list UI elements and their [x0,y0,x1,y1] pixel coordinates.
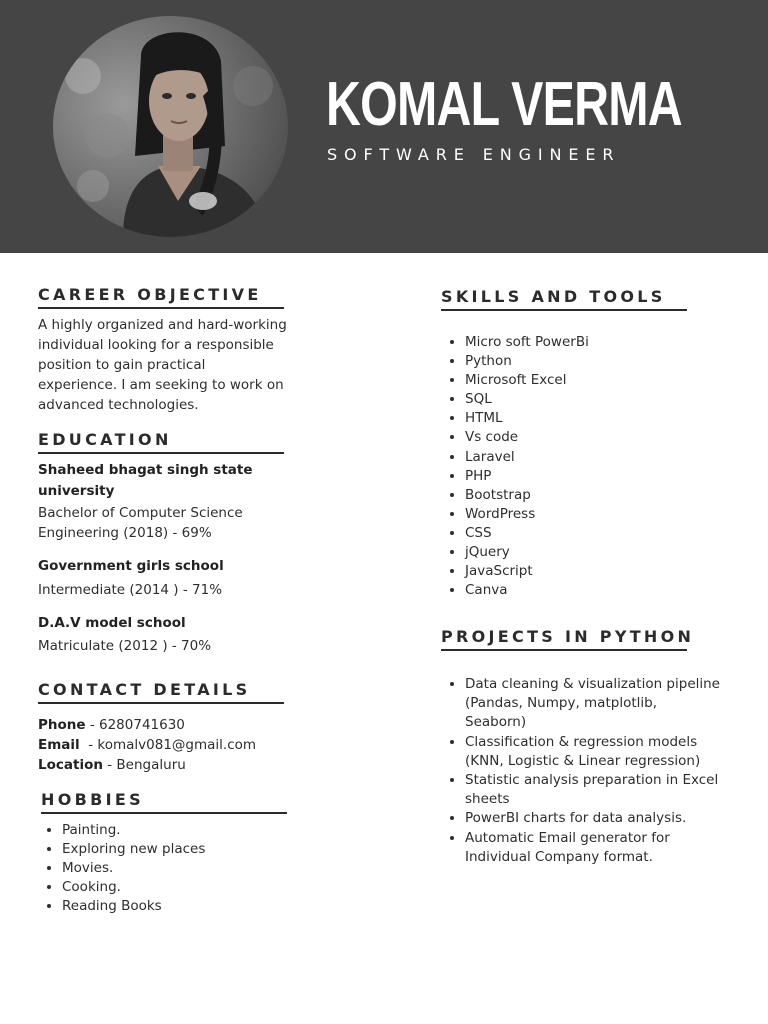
projects-list [441,675,720,867]
contact-location-value: - Bengaluru [102,757,186,773]
list-item: • WordPress [465,505,725,524]
list-item: • CSS [465,524,725,543]
list-item: • HTML [465,409,725,428]
list-item: • Laravel [465,448,725,467]
list-item: • SQL [465,390,725,409]
list-item: • Cooking. [62,878,302,897]
projects-title: PROJECTS IN PYTHON [441,628,687,651]
contact-phone [38,715,185,735]
list-item: • JavaScript [465,562,725,581]
contact-location-label: Location [38,757,103,773]
list-item: • Microsoft Excel [465,371,725,390]
list-item: • Reading Books [62,897,302,916]
education-detail-1: Bachelor of Computer Science Engineering (2018) - 69% [38,505,243,541]
contact-phone-label: Phone [38,717,86,733]
contact-email [38,735,256,755]
education-title: EDUCATION [38,431,284,454]
education-detail-2: Intermediate (2014 ) - 71% [38,582,223,598]
hobbies-list [38,821,302,916]
list-item: • Vs code [465,428,725,447]
list-item: • Classification & regression models (KNN, Logistic & Linear regression) [465,733,720,771]
profile-photo [53,16,288,237]
list-item: • Bootstrap [465,486,725,505]
skills-list [441,333,725,600]
list-item: • jQuery [465,543,725,562]
resume-header [0,0,768,253]
list-item: • PowerBI charts for data analysis. [465,809,720,828]
education-detail-3: Matriculate (2012 ) - 70% [38,638,212,654]
list-item: • Micro soft PowerBi [465,333,725,352]
contact-phone-value: - 6280741630 [85,717,185,733]
education-school-1: Shaheed bhagat singh state university [38,462,253,499]
contact-email-value[interactable]: - komalv081@gmail.com [79,737,257,753]
list-item: • Automatic Email generator for Individual Company format. [465,829,720,867]
list-item: • PHP [465,467,725,486]
list-item: • Python [465,352,725,371]
list-item: • Painting. [62,821,302,840]
list-item: • Data cleaning & visualization pipeline (Pandas, Numpy, matplotlib, Seaborn) [465,675,720,733]
education-school-2: Government girls school [38,558,224,574]
list-item: • Canva [465,581,725,600]
contact-location [38,755,186,775]
list-item: • Statistic analysis preparation in Excel sheets [465,771,720,809]
hobbies-title: HOBBIES [41,791,287,814]
skills-title: SKILLS AND TOOLS [441,288,687,311]
education-school-3: D.A.V model school [38,615,186,631]
contact-email-label: Email [38,737,80,753]
career-objective-text: A highly organized and hard-working individual looking for a responsible position to gain practical experience. I am seeking to work on advanced technologies. [38,317,287,413]
list-item: • Movies. [62,859,302,878]
candidate-name: KOMAL VERMA [326,70,682,139]
contact-details-title: CONTACT DETAILS [38,681,284,704]
candidate-role: SOFTWARE ENGINEER [327,145,621,164]
list-item: • Exploring new places [62,840,302,859]
career-objective-title: CAREER OBJECTIVE [38,286,284,309]
